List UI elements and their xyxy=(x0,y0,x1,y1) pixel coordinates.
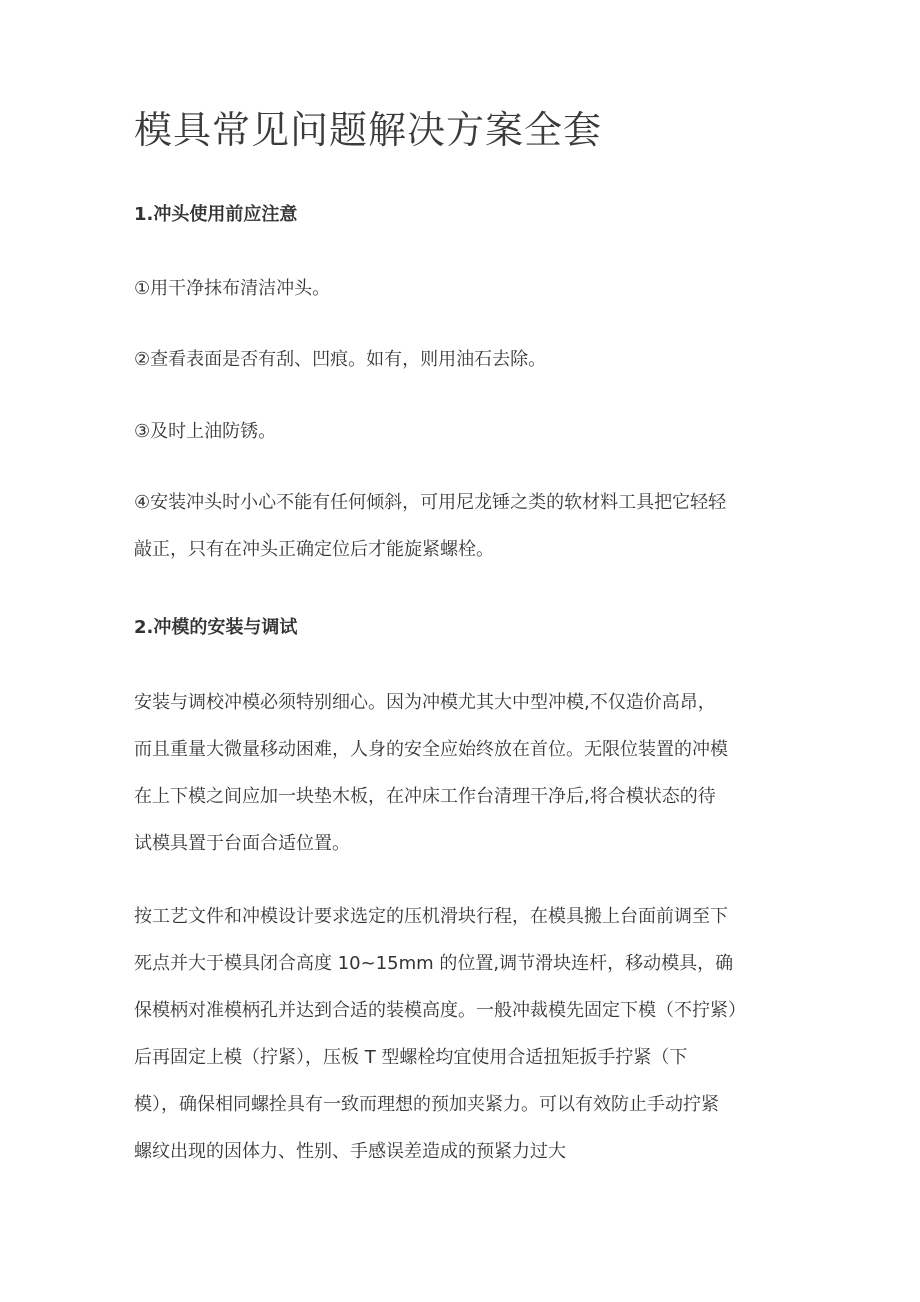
text-line: 敲正，只有在冲头正确定位后才能旋紧螺栓。 xyxy=(134,539,494,560)
text-line: ①用干净抹布清洁冲头。 xyxy=(134,278,331,299)
text-line: ③及时上油防锈。 xyxy=(134,421,277,442)
text-line: 按工艺文件和冲模设计要求选定的压机滑块行程，在模具搬上台面前调至下 xyxy=(134,906,728,927)
text-line: 模），确保相同螺拴具有一致而理想的预加夹紧力。可以有效防止手动拧紧 xyxy=(134,1094,719,1115)
text-line: ④安装冲头时小心不能有任何倾斜，可用尼龙锤之类的软材料工具把它轻轻 xyxy=(134,492,727,513)
section-2-paragraph-2 xyxy=(134,893,794,1175)
section-1-item-2 xyxy=(134,336,794,383)
section-2-paragraph-1 xyxy=(134,679,794,867)
text-line: ②查看表面是否有刮、凹痕。如有，则用油石去除。 xyxy=(134,349,547,370)
section-1-item-1 xyxy=(134,265,794,312)
text-line: 保模柄对准模柄孔并达到合适的装模高度。一般冲裁模先固定下模（不拧紧） xyxy=(134,1000,746,1021)
section-1-item-3 xyxy=(134,408,794,455)
text-line: 死点并大于模具闭合高度 10~15mm 的位置,调节滑块连杆，移动模具，确 xyxy=(134,953,734,974)
text-line: 螺纹出现的因体力、性别、手感误差造成的预紧力过大 xyxy=(134,1141,566,1162)
section-1-item-4 xyxy=(134,479,794,573)
text-line: 而且重量大微量移动困难，人身的安全应始终放在首位。无限位装置的冲模 xyxy=(134,739,728,760)
text-line: 后再固定上模（拧紧），压板 T 型螺栓均宜使用合适扭矩扳手拧紧（下 xyxy=(134,1047,688,1068)
section-heading-1: 1.冲头使用前应注意 xyxy=(134,204,298,225)
text-line: 安装与调校冲模必须特别细心。因为冲模尤其大中型冲模,不仅造价高昂， xyxy=(134,692,716,713)
text-line: 试模具置于台面合适位置。 xyxy=(134,833,350,854)
text-line: 在上下模之间应加一块垫木板，在冲床工作台清理干净后,将合模状态的待 xyxy=(134,786,716,807)
section-heading-2: 2.冲模的安装与调试 xyxy=(134,617,298,638)
document-title: 模具常见问题解决方案全套 xyxy=(134,108,603,152)
